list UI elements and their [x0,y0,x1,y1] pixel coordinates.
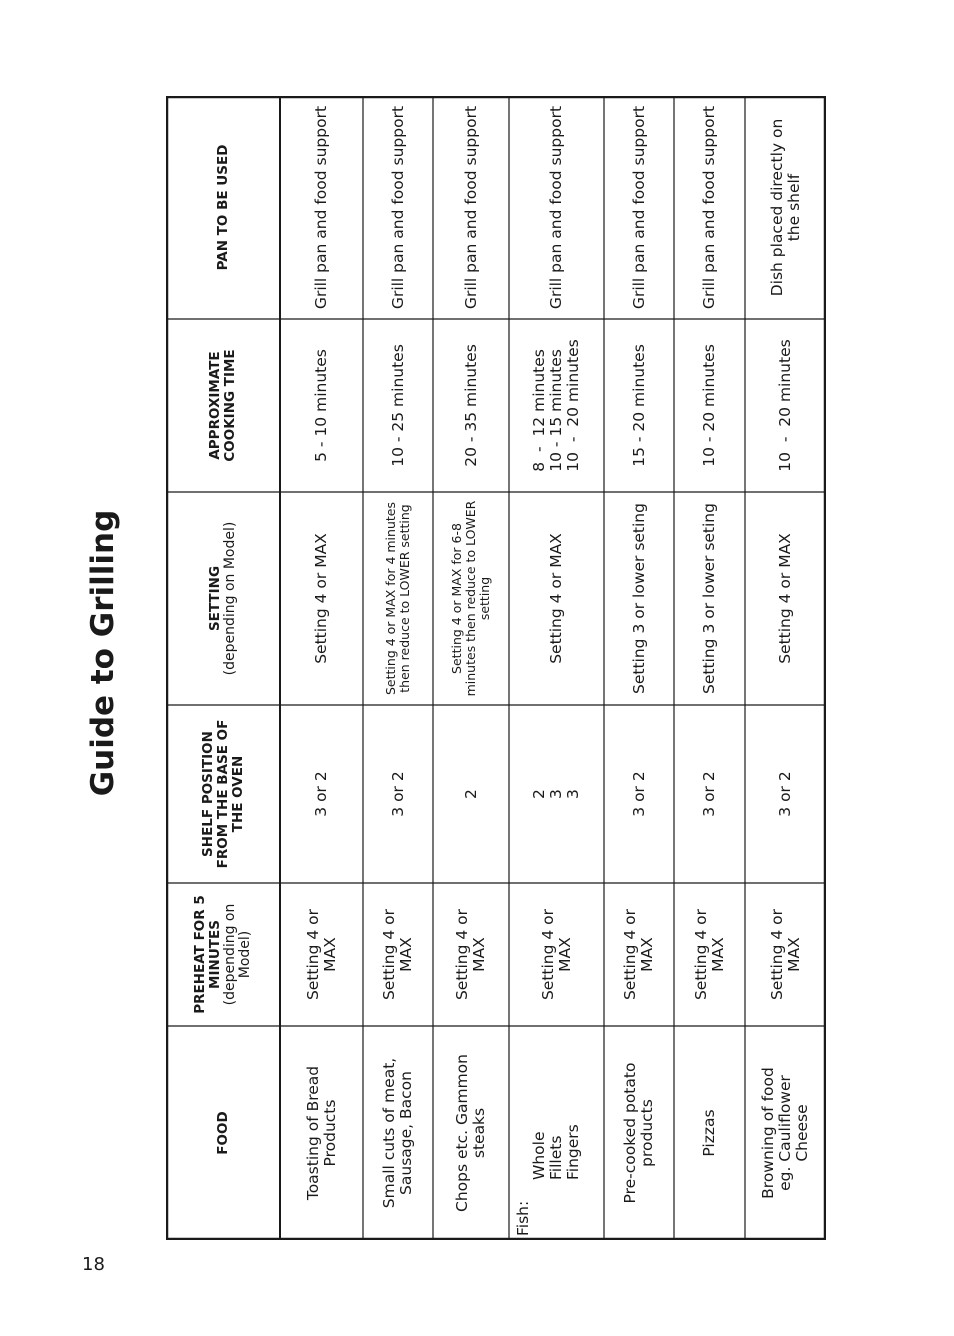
header-pan: PAN TO BE USED [214,144,231,271]
row-6-time: 10 - 20 minutes [700,344,718,467]
row-7-food-item: Browning of food [759,1067,777,1199]
row-3-time: 20 - 35 minutes [461,344,480,467]
row-7-pan: Dish placed directly on the shelf [767,118,803,297]
row-6-pan: Grill pan and food support [700,105,718,310]
row-7-food [745,1026,826,1240]
header-preheat-sub: (depending on Model) [222,903,253,1006]
row-4-time [509,319,604,492]
row-6-preheat: Setting 4 or MAX [691,908,727,1001]
row-5-shelf: 3 or 2 [629,771,648,817]
row-5-setting: Setting 3 or lower seting [629,503,648,694]
row-4-shelf-item: 3 [547,789,565,799]
row-3-preheat: Setting 4 or MAX [453,908,488,1001]
grilling-table [166,96,826,1240]
row-1-time: 5 - 10 minutes [312,349,330,462]
row-3-food: Chops etc. Gammon steaks [453,1054,488,1212]
row-7-food-item: eg. Cauliflower [776,1075,794,1191]
row-4-shelf-item: 3 [564,789,582,799]
row-4-preheat: Setting 4 or MAX [538,908,574,1001]
row-4-setting: Setting 4 or MAX [547,533,565,664]
row-4-food-label: Fish: [514,1200,532,1236]
row-2-setting: Setting 4 or MAX for 4 minutes then reduce to LOWER setting [383,502,412,695]
row-5-preheat: Setting 4 or MAX [621,908,656,1001]
row-1-pan: Grill pan and food support [312,105,330,310]
row-4-time-item: 10 - 20 minutes [564,339,582,472]
page-title: Guide to Grilling [85,509,121,797]
row-1-setting: Setting 4 or MAX [312,533,330,664]
row-4-shelf-item: 2 [530,789,548,799]
row-5-food: Pre-cooked potato products [621,1062,656,1204]
row-4-food-item: Fillets [547,1135,565,1180]
row-6-setting: Setting 3 or lower seting [700,503,718,694]
row-4-food-item: Whole [530,1131,548,1180]
row-6-food: Pizzas [700,1109,718,1157]
row-7-setting: Setting 4 or MAX [776,533,794,664]
row-4-time-item: 8 - 12 minutes [530,349,548,472]
row-7-time: 10 - 20 minutes [776,339,794,472]
row-3-shelf: 2 [461,789,480,799]
row-3-pan: Grill pan and food support [461,105,480,310]
header-food: FOOD [214,1111,231,1155]
row-6-shelf: 3 or 2 [700,771,718,817]
row-5-pan: Grill pan and food support [629,105,648,310]
header-shelf: SHELF POSITION FROM THE BASE OF THE OVEN [199,719,246,869]
row-2-preheat: Setting 4 or MAX [380,908,415,1001]
header-setting-title: SETTING [207,565,223,632]
row-1-preheat: Setting 4 or MAX [303,908,339,1001]
row-1-shelf: 3 or 2 [312,771,330,817]
row-2-shelf: 3 or 2 [388,771,407,817]
page-number: 18 [82,1254,105,1275]
row-4-pan: Grill pan and food support [547,105,565,310]
header-time: APPROXIMATE COOKING TIME [207,349,238,462]
row-2-food: Small cuts of meat, Sausage, Bacon [380,1057,415,1209]
row-3-setting: Setting 4 or MAX for 6-8 minutes then reduce to LOWER setting [449,500,492,697]
row-2-pan: Grill pan and food support [388,105,407,310]
header-setting [166,492,280,705]
row-4-food [509,1026,604,1240]
row-7-shelf: 3 or 2 [776,771,794,817]
row-7-preheat: Setting 4 or MAX [767,908,803,1001]
row-4-shelf [509,705,604,883]
row-4-food-item: Fingers [564,1124,582,1180]
row-2-time: 10 - 25 minutes [388,344,407,467]
header-preheat-title: PREHEAT FOR 5 MINUTES [192,895,223,1014]
header-preheat [166,883,280,1026]
row-7-food-item: Cheese [793,1104,811,1162]
row-5-time: 15 - 20 minutes [629,344,648,467]
row-1-food: Toasting of Bread Products [303,1065,339,1201]
row-4-time-item: 10 - 15 minutes [547,349,565,472]
header-setting-sub: (depending on Model) [222,521,238,676]
